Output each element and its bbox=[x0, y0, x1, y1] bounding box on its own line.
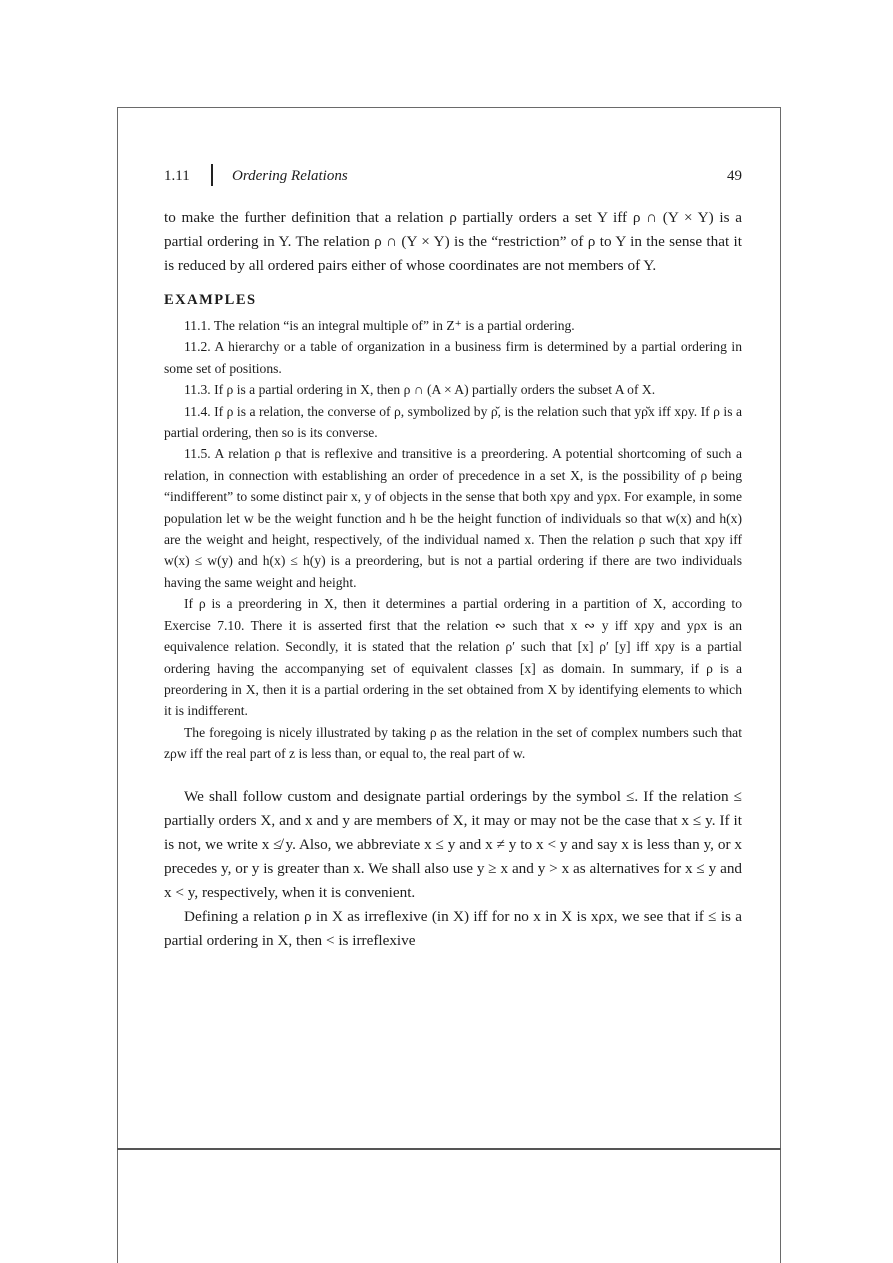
running-title: Ordering Relations bbox=[232, 168, 348, 184]
examples-list bbox=[164, 315, 742, 765]
irreflexive-paragraph: Defining a relation ρ in X as irreflexive (in X) iff for no x in X is xρx, we see that if ≤ is a partial ordering in X, then < is irreflexive bbox=[164, 907, 742, 949]
body-after-examples bbox=[164, 785, 742, 953]
running-header bbox=[164, 164, 742, 190]
section-number: 1.11 bbox=[164, 168, 190, 184]
example-11-1: 11.1. The relation “is an integral multiple of” in Z⁺ is a partial ordering. bbox=[184, 318, 575, 333]
example-11-5: 11.5. A relation ρ that is reflexive and transitive is a preordering. A potential shortcoming of such a relation, in connection with establishing an order of precedence in a set X, is the possibility of ρ being “indifferent” to some distinct pair x, y of objects in the sense that both xρy and yρx. For example, in some population let w be the weight function and h be the height function of individuals so that w(x) and h(x) are the weight and height, respectively, of the individual named x. Then the relation ρ such that xρy iff w(x) ≤ w(y) and h(x) ≤ h(y) is a preordering, but is not a partial ordering if there are two individuals having the same weight and height. bbox=[164, 446, 742, 590]
page-content bbox=[164, 164, 742, 953]
example-11-3: 11.3. If ρ is a partial ordering in X, then ρ ∩ (A × A) partially orders the subset A of X. bbox=[184, 382, 656, 398]
example-11-5-illustration: The foregoing is nicely illustrated by taking ρ as the relation in the set of complex numbers such that zρw iff the real part of z is less than, or equal to, the real part of w. bbox=[164, 724, 742, 762]
page-bottom-edge bbox=[117, 1148, 781, 1150]
page-number: 49 bbox=[727, 168, 742, 184]
example-11-2: 11.2. A hierarchy or a table of organization in a business firm is determined by a partial ordering in some set of positions. bbox=[164, 339, 742, 376]
notation-paragraph: We shall follow custom and designate partial orderings by the symbol ≤. If the relation ≤ partially orders X, and x and y are members of X, it may or may not be the case that x ≤ y. If it is not, we write x ≰ y. Also, we abbreviate x ≤ y and x ≠ y to x < y and say x is less than y, or x precedes y, or y is greater than x. We shall also use y ≥ x and y > x as alternatives for x ≤ y and x < y, respectively, when it is convenient. bbox=[164, 787, 742, 901]
examples-heading: EXAMPLES bbox=[164, 292, 257, 308]
header-separator bbox=[211, 164, 213, 186]
example-11-5-continued: If ρ is a preordering in X, then it determines a partial ordering in a partition of X, according to Exercise 7.10. There it is asserted first that the relation ∾ such that x ∾ y iff xρy and yρx is an equivalence relation. Secondly, it is stated that the relation ρ′ such that [x] ρ′ [y] iff xρy is a partial ordering having the accompanying set of equivalent classes [x] as domain. In summary, if ρ is a preordering in X, then it is a partial ordering in the set obtained from X by identifying elements to which it is indifferent. bbox=[164, 596, 742, 719]
example-11-4: 11.4. If ρ is a relation, the converse of ρ, symbolized by ρ̆, is the relation such that yρ̆x iff xρy. If ρ is a partial ordering, then so is its converse. bbox=[164, 403, 742, 441]
intro-paragraph: to make the further definition that a relation ρ partially orders a set Y iff ρ ∩ (Y × Y) is a partial ordering in Y. The relation ρ ∩ (Y × Y) is the “restriction” of ρ to Y in the sense that it is reduced by all ordered pairs either of whose coordinates are not members of Y. bbox=[164, 209, 742, 274]
